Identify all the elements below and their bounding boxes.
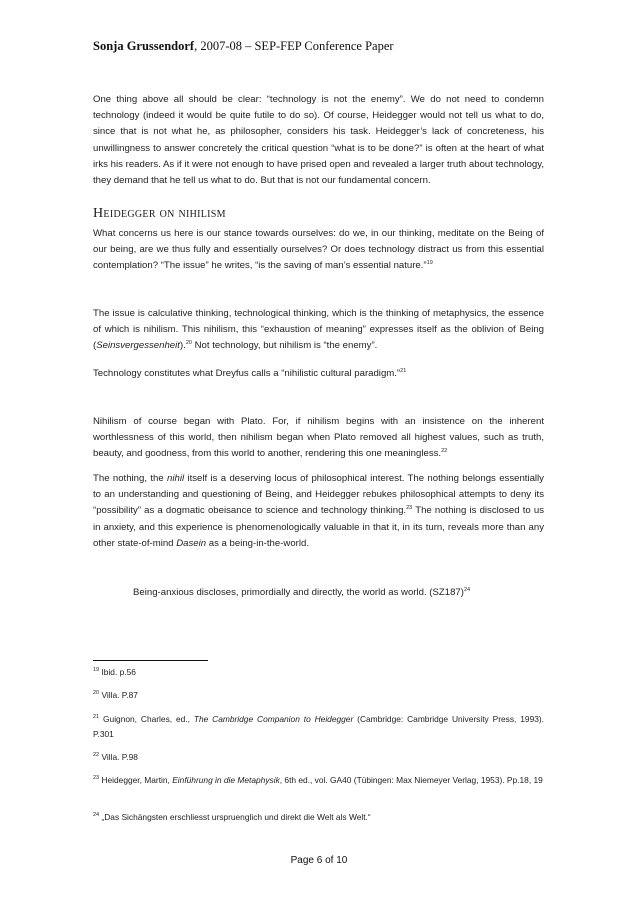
paragraph-dreyfus — [93, 366, 544, 382]
footnote-text: „Das Sichängsten erschliesst urspruenglich und direkt die Welt als Welt.“ — [101, 812, 371, 822]
paragraph-text: ). — [179, 340, 186, 352]
paragraph-technology: One thing above all should be clear: “technology is not the enemy”. We do not need to condemn technology (indeed it would be quite futile to do so). Of course, Heidegger would not tell us what to do, since that is not what he, as philosopher, considers his task. Heidegger’s lack of concreteness, his unwillingness to answer concretely the critical question “what is to be done?” is often at the heart of what irks his readers. As if it were not enough to have prised open and revealed a larger truth about technology, they demand that he tell us what to do. But that is not our fundamental concern. — [93, 94, 544, 187]
paragraph-calculative-thinking — [93, 306, 544, 355]
term-seinsvergessenheit: Seinsvergessenheit — [96, 340, 180, 352]
paragraph-plato — [93, 414, 544, 463]
footnote-21 — [93, 712, 544, 741]
footnote-text: , 6th ed., vol. GA40 (Tübingen: Max Niemeyer Verlag, 1953). Pp.18, 19 — [279, 775, 543, 785]
footnote-book-title: Einführung in die Metaphysik — [172, 775, 280, 785]
footnote-ref-19[interactable]: 19 — [426, 260, 433, 267]
paragraph-text: itself is a deserving locus of philosophical interest. The nothing belongs essentially to an understanding and questioning of Being, and Heidegger rebukes philosophical attempts to deny its “possibility” as a dogmatic obeisance to science and technology thinking. — [93, 473, 544, 517]
page-number: Page 6 of 10 — [290, 855, 348, 866]
footnote-number: 19 — [93, 667, 100, 674]
footnote-ref-22[interactable]: 22 — [441, 448, 448, 455]
footnote-number: 24 — [93, 812, 100, 819]
paragraph-stance — [93, 226, 544, 275]
footnote-text: Villa. P.87 — [101, 690, 138, 700]
quote-text: Being-anxious discloses, primordially and directly, the world as world. (SZ187) — [133, 587, 464, 598]
footnote-20 — [93, 688, 544, 703]
footnote-ref-21[interactable]: 21 — [400, 367, 407, 374]
footnote-19 — [93, 665, 544, 680]
paragraph-text: The issue is calculative thinking, technological thinking, which is the thinking of metaphysics, the essence of which is nihilism. This nihilism, this “exhaustion of meaning” expresses itself as the oblivion of Being ( — [93, 308, 544, 352]
footnote-number: 20 — [93, 690, 100, 697]
footnote-ref-24[interactable]: 24 — [463, 586, 471, 593]
footnote-ref-23[interactable]: 23 — [406, 505, 413, 512]
running-header — [93, 39, 553, 54]
paragraph-nothing — [93, 471, 544, 552]
term-dasein: Dasein — [176, 537, 207, 549]
footnote-number: 22 — [93, 752, 100, 759]
paragraph-text: The nothing, the — [93, 473, 168, 484]
footnote-separator — [93, 660, 208, 661]
term-nihil: nihil — [167, 473, 185, 484]
footnote-text: Villa. P.98 — [101, 752, 138, 762]
footnote-number: 23 — [93, 775, 100, 782]
footnote-22 — [93, 750, 544, 765]
paragraph-text: Technology constitutes what Dreyfus calls a “nihilistic cultural paradigm.” — [93, 368, 401, 379]
paragraph-stance-text: What concerns us here is our stance towards ourselves: do we, in our thinking, meditate on the Being of our being, are we thus fully and essentially ourselves? Or does technology distract us from this essential contemplation? “The issue” he writes, “is the saving of man’s essential nature.” — [93, 228, 544, 272]
header-author: Sonja Grussendorf — [93, 39, 195, 53]
paragraph-text: as a being-in-the-world. — [206, 537, 309, 549]
footnote-text: (Cambridge: Cambridge University Press, 1993). P.301 — [93, 714, 544, 739]
paragraph-text: Not technology, but nihilism is “the enemy”. — [191, 340, 378, 352]
footnote-text: Ibid. p.56 — [101, 667, 136, 677]
section-heading: Heidegger on nihilism — [93, 206, 226, 221]
paragraph-text: Nihilism of course began with Plato. For, if nihilism begins with an insistence on the inherent worthlessness of this world, then nihilism began when Plato removed all highest values, such as truth, beauty, and goodness, from this world to another, rendering this one meaningless. — [93, 416, 544, 460]
footnote-ref-20[interactable]: 20 — [185, 340, 192, 347]
header-title: , 2007-08 – SEP-FEP Conference Paper — [194, 39, 394, 53]
paragraph-text: The nothing is disclosed to us in anxiety, and this experience is phenomenologically valuable in that it, in its turn, reveals more than any other state-of-mind — [93, 505, 544, 549]
block-quote — [133, 585, 553, 601]
footnote-book-title: The Cambridge Companion to Heidegger — [193, 714, 354, 724]
footnote-24 — [93, 810, 544, 825]
footnote-number: 21 — [93, 714, 100, 721]
footnote-23 — [93, 773, 544, 788]
footnote-text: Heidegger, Martin, — [101, 775, 173, 785]
footnote-text: Guignon, Charles, ed., — [103, 714, 194, 724]
